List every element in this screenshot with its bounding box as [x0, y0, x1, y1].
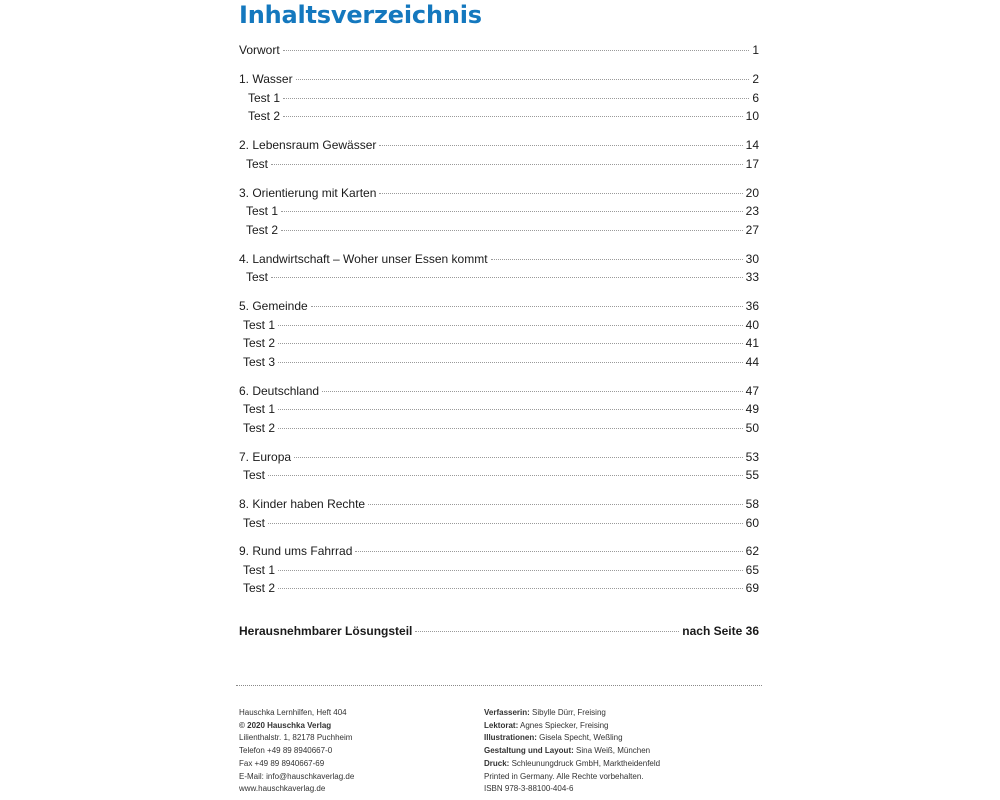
imprint-phone: Telefon +49 89 8940667-0: [239, 746, 333, 756]
imprint-print-value: Schleunungdruck GmbH, Marktheidenfeld: [511, 758, 661, 768]
toc-entry-test[interactable]: [239, 514, 759, 533]
toc-label: Test 1: [248, 91, 281, 105]
dot-leader: [283, 116, 743, 117]
imprint-layout-value: Sina Weiß, München: [576, 746, 651, 756]
toc-entry-chapter[interactable]: [239, 495, 759, 514]
toc-entry-test[interactable]: [239, 221, 759, 240]
toc-entry-test[interactable]: [239, 400, 759, 419]
dot-leader: [278, 588, 743, 589]
dot-leader: [278, 343, 743, 344]
footer-divider: [236, 685, 762, 686]
toc-page: 49: [745, 402, 759, 416]
dot-leader: [268, 523, 743, 524]
toc-entry-vorwort[interactable]: [239, 41, 759, 60]
toc-page: 2: [752, 72, 759, 86]
dot-leader: [283, 98, 749, 99]
toc-page: 69: [745, 581, 759, 595]
toc-entry-chapter[interactable]: [239, 382, 759, 401]
imprint-address: Lilienthalstr. 1, 82178 Puchheim: [239, 733, 353, 743]
toc-label: 1. Wasser: [239, 72, 293, 86]
toc-entry-test[interactable]: [239, 107, 759, 126]
dot-leader: [281, 230, 743, 231]
toc-label: Test: [243, 516, 266, 530]
toc-label: 8. Kinder haben Rechte: [239, 497, 366, 511]
toc-entry-test[interactable]: [239, 268, 759, 287]
imprint-printed: Printed in Germany. Alle Rechte vorbehalten.: [484, 771, 644, 781]
toc-page: 47: [745, 384, 759, 398]
dot-leader: [278, 428, 743, 429]
dot-leader: [415, 631, 679, 632]
toc-page: 23: [745, 204, 759, 218]
imprint-author-label: Verfasserin:: [484, 708, 530, 717]
dot-leader: [278, 362, 743, 363]
imprint-copyright: © 2020 Hauschka Verlag: [239, 720, 332, 730]
toc-label: 3. Orientierung mit Karten: [239, 186, 377, 200]
toc-label: Test: [243, 468, 266, 482]
dot-leader: [281, 211, 743, 212]
dot-leader: [379, 145, 742, 146]
imprint-isbn: ISBN 978-3-88100-404-6: [484, 784, 574, 794]
imprint-author-value: Sibylle Dürr, Freising: [532, 708, 606, 717]
dot-leader: [283, 50, 750, 51]
imprint-publisher: [239, 707, 469, 796]
toc-entry-chapter[interactable]: [239, 448, 759, 467]
dot-leader: [296, 79, 750, 80]
toc-page: 40: [745, 318, 759, 332]
toc-page: 65: [745, 563, 759, 577]
dot-leader: [278, 325, 743, 326]
toc-label: 4. Landwirtschaft – Woher unser Essen kommt: [239, 252, 488, 266]
toc-label: Test 1: [243, 318, 276, 332]
toc-page: nach Seite 36: [682, 624, 759, 638]
toc-label: Test 2: [243, 421, 276, 435]
toc-entry-test[interactable]: [239, 419, 759, 438]
dot-leader: [311, 306, 743, 307]
imprint-layout: [484, 745, 764, 758]
dot-leader: [294, 457, 743, 458]
toc-entry-test[interactable]: [239, 353, 759, 372]
toc-label: Test 1: [246, 204, 279, 218]
imprint-print: [484, 758, 764, 771]
dot-leader: [268, 475, 743, 476]
imprint-credits: [484, 707, 764, 796]
toc-label: Test: [246, 157, 269, 171]
toc-entry-test[interactable]: [239, 89, 759, 108]
toc-entry-test[interactable]: [239, 579, 759, 598]
toc-page: 17: [745, 157, 759, 171]
dot-leader: [278, 409, 743, 410]
toc-page: 30: [745, 252, 759, 266]
toc-label: 5. Gemeinde: [239, 299, 308, 313]
toc-label: Test 2: [248, 109, 281, 123]
imprint-editor-value: Agnes Spiecker, Freising: [520, 720, 609, 730]
imprint-layout-label: Gestaltung und Layout:: [484, 746, 574, 756]
imprint-illustrations: [484, 732, 764, 745]
toc-page: 44: [745, 355, 759, 369]
toc-entry-chapter[interactable]: [239, 184, 759, 203]
toc-label: Test 2: [243, 336, 276, 350]
toc-entry-chapter[interactable]: [239, 297, 759, 316]
toc-entry-test[interactable]: [239, 334, 759, 353]
toc-label: Test 2: [243, 581, 276, 595]
toc-entry-chapter[interactable]: [239, 136, 759, 155]
toc-page: 41: [745, 336, 759, 350]
dot-leader: [491, 259, 743, 260]
toc-entry-test[interactable]: [239, 561, 759, 580]
toc-page: 14: [745, 138, 759, 152]
toc-page: 27: [745, 223, 759, 237]
dot-leader: [271, 277, 743, 278]
toc-page: 53: [745, 450, 759, 464]
toc-label: Test 2: [246, 223, 279, 237]
toc-entry-chapter[interactable]: [239, 70, 759, 89]
toc-label: Test 3: [243, 355, 276, 369]
imprint-editor: [484, 720, 764, 733]
toc-label: Test: [246, 270, 269, 284]
imprint-print-label: Druck:: [484, 758, 510, 768]
toc-page: 6: [752, 91, 759, 105]
toc-entry-test[interactable]: [239, 466, 759, 485]
toc-page: 20: [745, 186, 759, 200]
toc-label: 9. Rund ums Fahrrad: [239, 544, 353, 558]
toc-label: Vorwort: [239, 43, 280, 57]
toc-page: 58: [745, 497, 759, 511]
imprint-illustrations-label: Illustrationen:: [484, 733, 537, 743]
toc-label: 7. Europa: [239, 450, 292, 464]
dot-leader: [355, 551, 742, 552]
toc-label: 6. Deutschland: [239, 384, 320, 398]
imprint-illustrations-value: Gisela Specht, Weßling: [539, 733, 623, 743]
toc-page: 33: [745, 270, 759, 284]
toc-entry-test[interactable]: [239, 316, 759, 335]
dot-leader: [271, 164, 743, 165]
toc-entry-chapter[interactable]: [239, 250, 759, 269]
toc-page: 60: [745, 516, 759, 530]
toc-page: 50: [745, 421, 759, 435]
toc-entry-test[interactable]: [239, 202, 759, 221]
toc-page: 1: [752, 43, 759, 57]
toc-label: Test 1: [243, 402, 276, 416]
dot-leader: [379, 193, 742, 194]
imprint-fax: Fax +49 89 8940667-69: [239, 758, 325, 768]
imprint-email[interactable]: E-Mail: info@hauschkaverlag.de: [239, 771, 355, 781]
dot-leader: [322, 391, 743, 392]
dot-leader: [368, 504, 743, 505]
toc-entry-test[interactable]: [239, 155, 759, 174]
imprint-author: [484, 707, 764, 720]
imprint-editor-label: Lektorat:: [484, 720, 519, 730]
dot-leader: [278, 570, 743, 571]
page-title: Inhaltsverzeichnis: [239, 1, 482, 29]
toc-page: 36: [745, 299, 759, 313]
toc-label: 2. Lebensraum Gewässer: [239, 138, 377, 152]
toc-entry-solutions[interactable]: [239, 622, 759, 641]
toc-page: 10: [745, 109, 759, 123]
toc-page: 55: [745, 468, 759, 482]
toc-page: 62: [745, 544, 759, 558]
imprint-website[interactable]: www.hauschkaverlag.de: [239, 784, 326, 794]
toc-label: Test 1: [243, 563, 276, 577]
imprint-series: Hauschka Lernhilfen, Heft 404: [239, 708, 347, 717]
toc-label: Herausnehmbarer Lösungsteil: [239, 624, 413, 638]
toc-entry-chapter[interactable]: [239, 542, 759, 561]
